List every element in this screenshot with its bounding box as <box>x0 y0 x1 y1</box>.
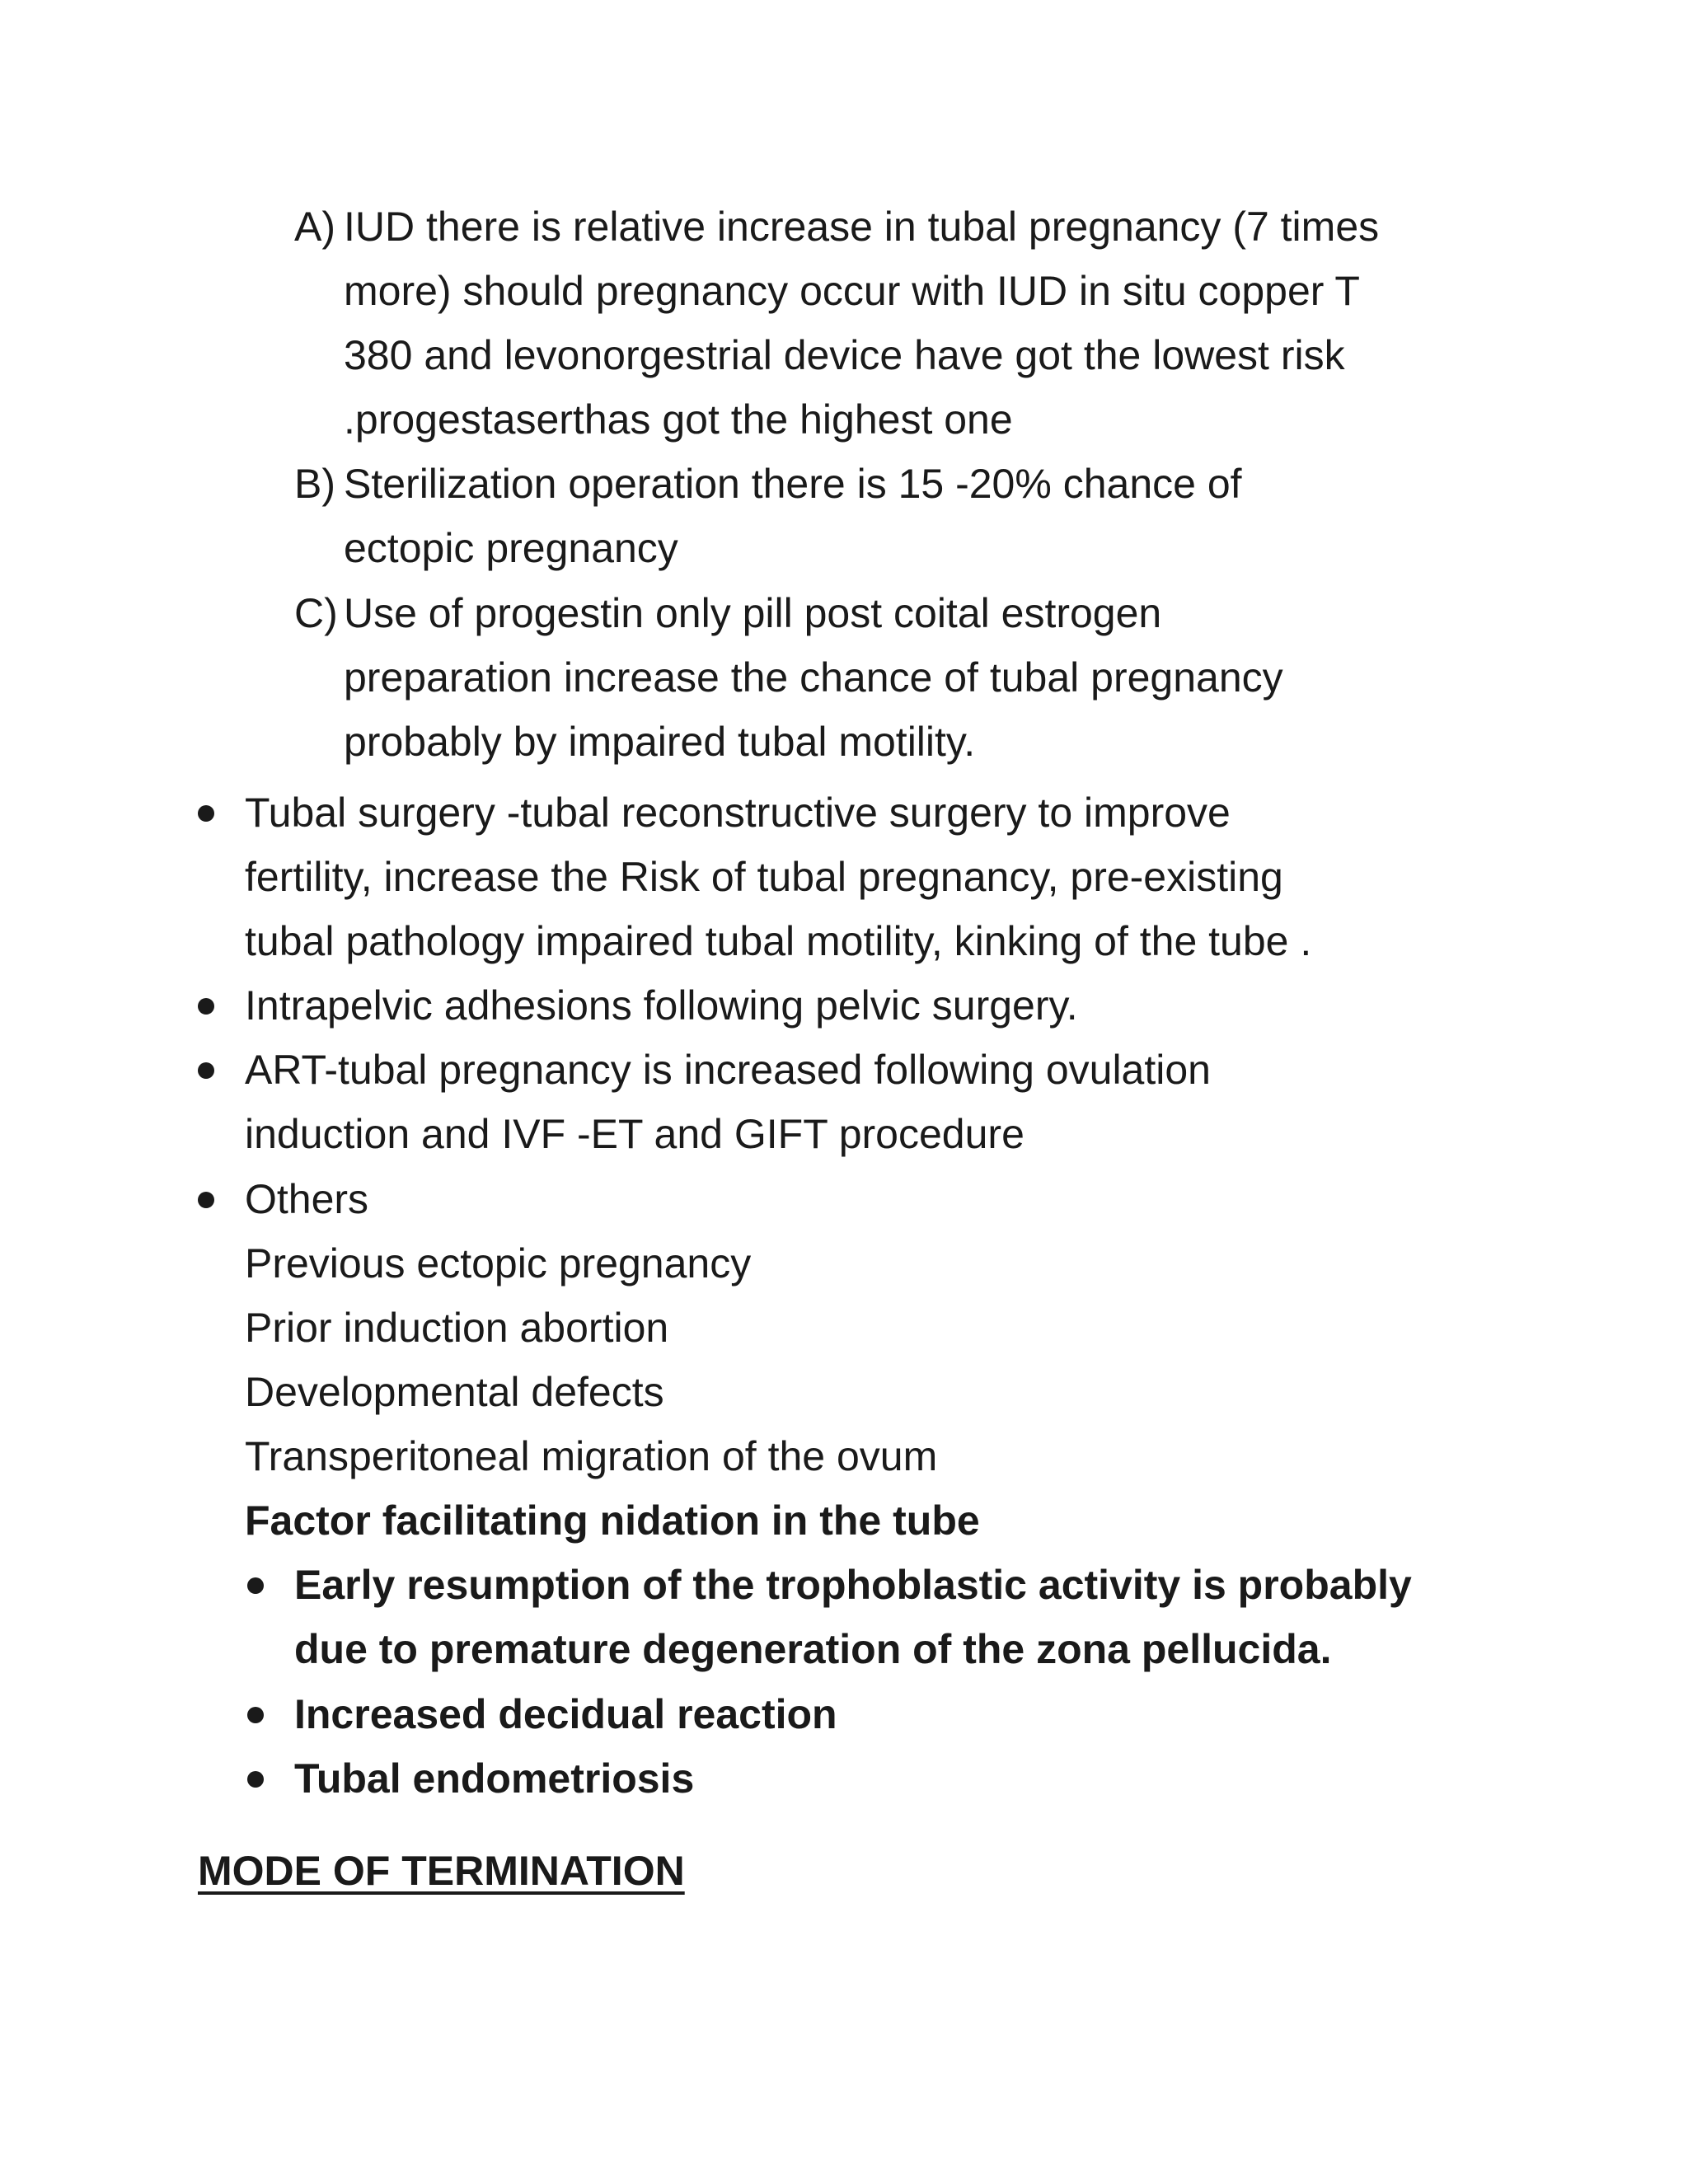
bullet-4-line-1: Others <box>245 1176 369 1222</box>
bullet-icon <box>198 1062 214 1079</box>
bullet-1-line-2: fertility, increase the Risk of tubal pregnancy, pre-existing <box>245 854 1283 900</box>
list-a-line-2: more) should pregnancy occur with IUD in situ copper T <box>344 268 1360 314</box>
section-heading: MODE OF TERMINATION <box>198 1848 685 1894</box>
list-b-line-1: Sterilization operation there is 15 -20% chance of <box>344 461 1242 507</box>
list-c-line-1: Use of progestin only pill post coital estrogen <box>344 590 1162 636</box>
nidation-heading: Factor facilitating nidation in the tube <box>245 1497 980 1544</box>
bullet-icon <box>247 1707 264 1723</box>
bullet-icon <box>198 1192 214 1208</box>
list-marker-c: C) <box>294 590 338 636</box>
nidation-item-2-line-1: Increased decidual reaction <box>294 1691 837 1737</box>
list-c-line-3: probably by impaired tubal motility. <box>344 719 976 765</box>
bullet-3-line-2: induction and IVF -ET and GIFT procedure <box>245 1111 1025 1157</box>
bullet-2-line-1: Intrapelvic adhesions following pelvic surgery. <box>245 982 1078 1029</box>
bullet-4-line-5: Transperitoneal migration of the ovum <box>245 1433 938 1479</box>
list-a-line-3: 380 and levonorgestrial device have got the lowest risk <box>344 332 1345 378</box>
list-b-line-2: ectopic pregnancy <box>344 525 678 571</box>
bullet-4-line-2: Previous ectopic pregnancy <box>245 1240 752 1286</box>
list-c-line-2: preparation increase the chance of tubal pregnancy <box>344 654 1283 701</box>
bullet-icon <box>247 1771 264 1788</box>
bullet-1-line-3: tubal pathology impaired tubal motility, kinking of the tube . <box>245 918 1312 964</box>
list-marker-a: A) <box>294 204 335 250</box>
bullet-icon <box>198 805 214 822</box>
list-marker-b: B) <box>294 461 335 507</box>
list-a-line-4: .progestaserthas got the highest one <box>344 396 1013 443</box>
bullet-icon <box>247 1577 264 1594</box>
nidation-item-3-line-1: Tubal endometriosis <box>294 1755 695 1802</box>
bullet-1-line-1: Tubal surgery -tubal reconstructive surgery to improve <box>245 790 1231 836</box>
bullet-4-line-3: Prior induction abortion <box>245 1305 669 1351</box>
bullet-3-line-1: ART-tubal pregnancy is increased following ovulation <box>245 1047 1211 1093</box>
nidation-item-1-line-2: due to premature degeneration of the zona pellucida. <box>294 1626 1332 1672</box>
bullet-4-line-4: Developmental defects <box>245 1369 664 1415</box>
bullet-icon <box>198 998 214 1015</box>
nidation-item-1-line-1: Early resumption of the trophoblastic activity is probably <box>294 1562 1412 1608</box>
list-a-line-1: IUD there is relative increase in tubal pregnancy (7 times <box>344 204 1380 250</box>
